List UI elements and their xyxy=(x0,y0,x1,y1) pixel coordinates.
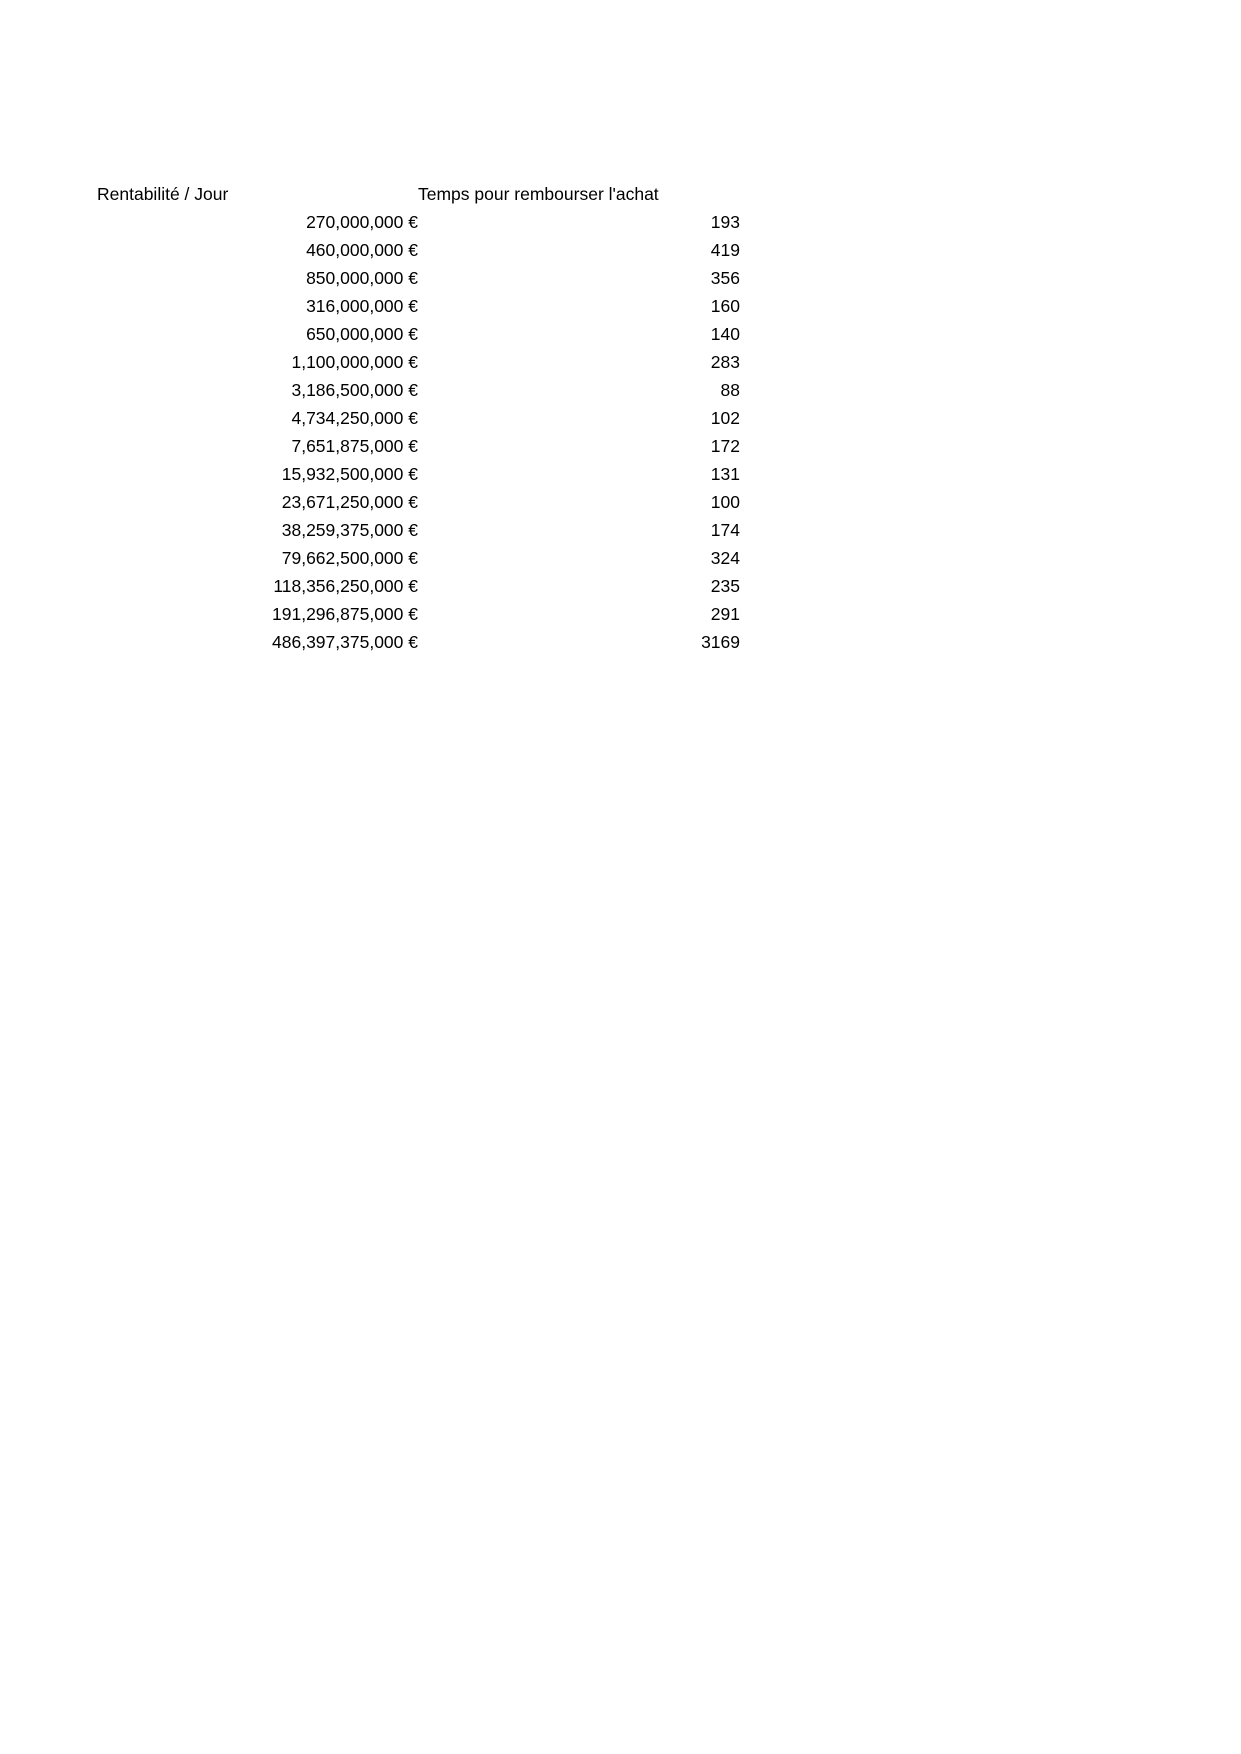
table-row xyxy=(97,320,740,348)
table-row xyxy=(97,376,740,404)
cell-rentabilite: 191,296,875,000 € xyxy=(272,604,418,624)
data-table xyxy=(97,180,740,656)
table-row xyxy=(97,516,740,544)
cell-temps: 291 xyxy=(710,604,740,624)
cell-rentabilite: 270,000,000 € xyxy=(306,212,418,232)
cell-rentabilite: 650,000,000 € xyxy=(306,324,418,344)
cell-temps: 172 xyxy=(710,436,740,456)
table-row xyxy=(97,208,740,236)
cell-temps: 3169 xyxy=(701,632,740,652)
cell-rentabilite: 118,356,250,000 € xyxy=(273,576,418,596)
cell-temps: 102 xyxy=(710,408,740,428)
table-row xyxy=(97,488,740,516)
table-row xyxy=(97,264,740,292)
cell-rentabilite: 316,000,000 € xyxy=(306,296,418,316)
cell-temps: 283 xyxy=(710,352,740,372)
table-row xyxy=(97,348,740,376)
cell-rentabilite: 486,397,375,000 € xyxy=(272,632,418,652)
cell-temps: 88 xyxy=(720,380,740,400)
cell-rentabilite: 1,100,000,000 € xyxy=(291,352,418,372)
table-row xyxy=(97,572,740,600)
cell-temps: 174 xyxy=(710,520,740,540)
cell-temps: 193 xyxy=(710,212,740,232)
column-header-temps: Temps pour rembourser l'achat xyxy=(418,184,659,204)
table-row xyxy=(97,600,740,628)
cell-temps: 140 xyxy=(710,324,740,344)
cell-rentabilite: 38,259,375,000 € xyxy=(281,520,418,540)
table-header-row xyxy=(97,180,740,208)
cell-rentabilite: 460,000,000 € xyxy=(306,240,418,260)
table-row xyxy=(97,544,740,572)
table-row xyxy=(97,292,740,320)
column-header-rentabilite: Rentabilité / Jour xyxy=(97,184,229,204)
table-row xyxy=(97,404,740,432)
cell-rentabilite: 3,186,500,000 € xyxy=(291,380,418,400)
cell-temps: 235 xyxy=(710,576,740,596)
cell-temps: 419 xyxy=(710,240,740,260)
cell-rentabilite: 850,000,000 € xyxy=(306,268,418,288)
cell-rentabilite: 15,932,500,000 € xyxy=(281,464,418,484)
table-row xyxy=(97,628,740,656)
table-header xyxy=(97,180,740,208)
cell-temps: 100 xyxy=(710,492,740,512)
cell-rentabilite: 4,734,250,000 € xyxy=(291,408,418,428)
cell-temps: 356 xyxy=(710,268,740,288)
table-row xyxy=(97,236,740,264)
data-table-container xyxy=(97,180,747,656)
cell-temps: 131 xyxy=(710,464,740,484)
cell-rentabilite: 7,651,875,000 € xyxy=(291,436,418,456)
table-row xyxy=(97,432,740,460)
cell-temps: 160 xyxy=(710,296,740,316)
cell-rentabilite: 23,671,250,000 € xyxy=(281,492,418,512)
cell-rentabilite: 79,662,500,000 € xyxy=(281,548,418,568)
table-row xyxy=(97,460,740,488)
cell-temps: 324 xyxy=(710,548,740,568)
table-body xyxy=(97,208,740,656)
